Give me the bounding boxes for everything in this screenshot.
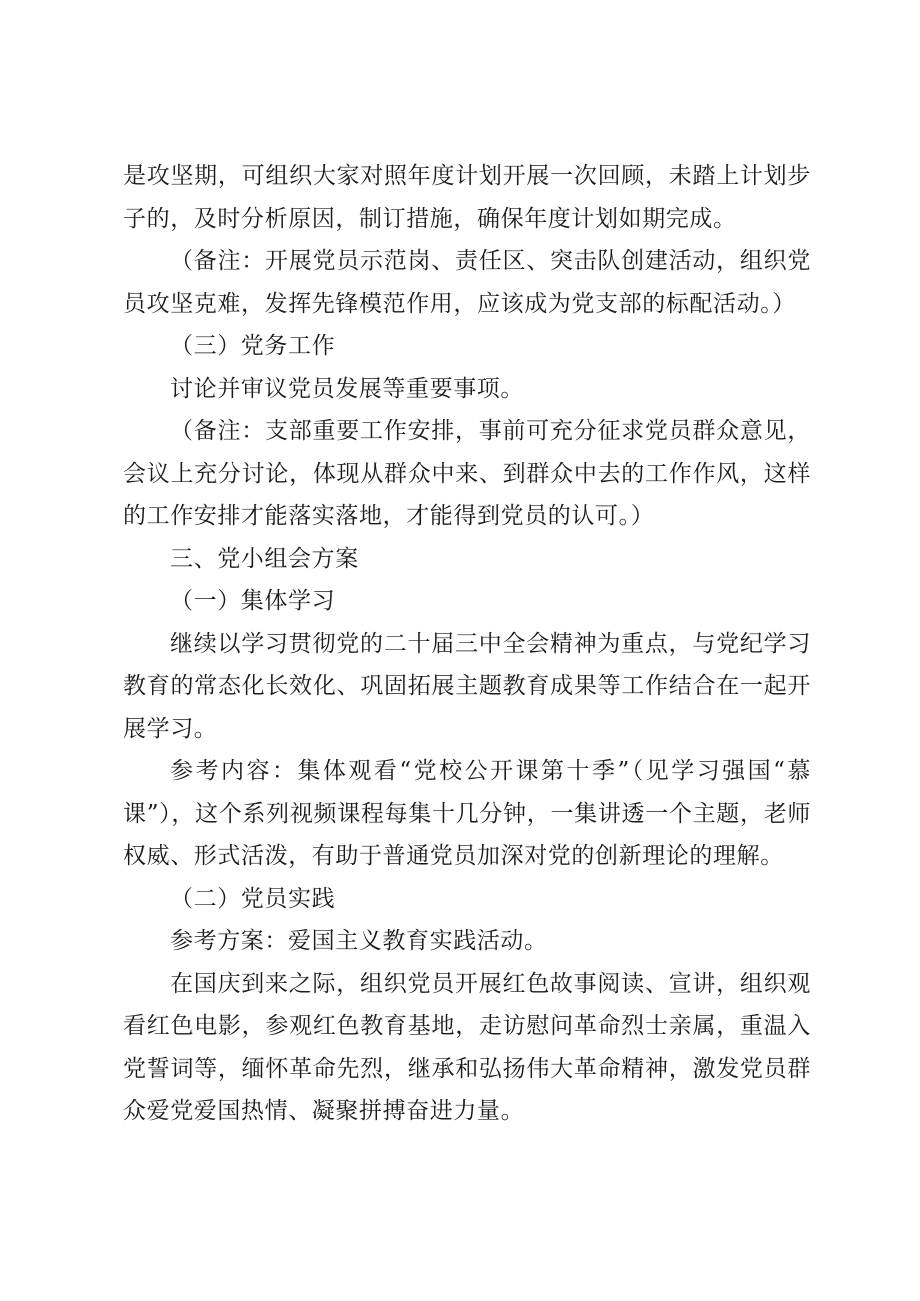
document-body bbox=[123, 155, 811, 1133]
paragraph-annual-review: 是攻坚期，可组织大家对照年度计划开展一次回顾，未踏上计划步子的，及时分析原因，制订措施，确保年度计划如期完成。 bbox=[123, 163, 811, 232]
paragraph-reference-plan: 参考方案：爱国主义教育实践活动。 bbox=[170, 928, 548, 954]
paragraph-review-matters: 讨论并审议党员发展等重要事项。 bbox=[170, 375, 524, 402]
heading-member-practice: （二）党员实践 bbox=[170, 885, 336, 912]
paragraph-reference-content: 参考内容：集体观看“党校公开课第十季”（见学习强国“慕课”），这个系列视频课程每集十几分钟，一集讲透一个主题，老师权威、形式活泼，有助于普通党员加深对党的创新理论的理解。 bbox=[123, 758, 811, 869]
paragraph-note-consultation: （备注：支部重要工作安排，事前可充分征求党员群众意见，会议上充分讨论，体现从群众中来、到群众中去的工作作风，这样的工作安排才能落实落地，才能得到党员的认可。） bbox=[123, 418, 811, 529]
heading-party-affairs: （三）党务工作 bbox=[170, 333, 336, 359]
heading-group-meeting-plan: 三、党小组会方案 bbox=[170, 545, 359, 572]
paragraph-study-focus: 继续以学习贯彻党的二十届三中全会精神为重点，与党纪学习教育的常态化长效化、巩固拓展主题教育成果等工作结合在一起开展学习。 bbox=[123, 630, 811, 742]
paragraph-national-day-activities: 在国庆到来之际，组织党员开展红色故事阅读、宣讲，组织观看红色电影，参观红色教育基地，走访慰问革命烈士亲属，重温入党誓词等，缅怀革命先烈，继承和弘扬伟大革命精神，激发党员群众爱党爱国热情、凝聚拼搏奋进力量。 bbox=[123, 970, 811, 1124]
heading-collective-study: （一）集体学习 bbox=[170, 588, 336, 614]
paragraph-note-demonstration: （备注：开展党员示范岗、责任区、突击队创建活动，组织党员攻坚克难，发挥先锋模范作用，应该成为党支部的标配活动。） bbox=[123, 248, 811, 317]
